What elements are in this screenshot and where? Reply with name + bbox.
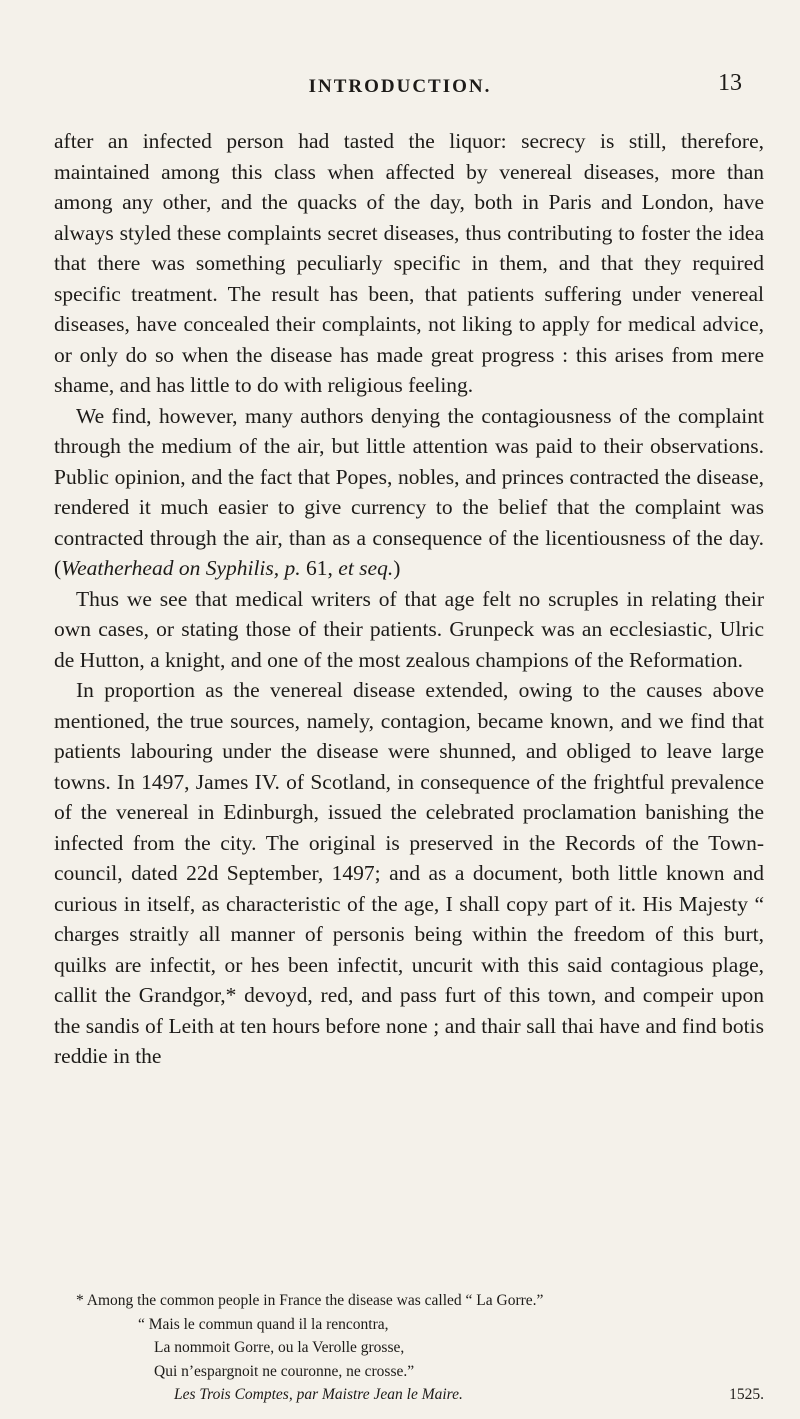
- citation-et-seq: et seq.: [338, 556, 394, 580]
- running-head: INTRODUCTION.: [308, 76, 492, 97]
- body-text: [54, 126, 764, 1072]
- page-number: 13: [718, 70, 742, 96]
- paragraph-2: [54, 401, 764, 584]
- footnote-citation: [54, 1383, 764, 1407]
- footnote: [54, 1289, 764, 1407]
- footnote-citation-year: 1525.: [729, 1386, 764, 1403]
- footnote-verse-2: La nommoit Gorre, ou la Verolle grosse,: [154, 1339, 405, 1356]
- citation-page: 61,: [300, 556, 339, 580]
- footnote-verse-3: Qui n’espargnoit ne couronne, ne crosse.”: [154, 1362, 415, 1380]
- paragraph-1: after an infected person had tasted the liquor: secrecy is still, therefore, maintained among this class when affected by venereal diseases, more than among any other, and the quacks of the day, both in Paris and London, have always styled these complaints secret diseases, thus contributing to foster the idea that there was something peculiarly specific in them, and that they required specific treatment. The result has been, that patients suffering under venereal diseases, have concealed their complaints, not liking to apply for medical advice, or only do so when the disease has made great progress : this arises from mere shame, and has little to do with religious feeling.: [54, 129, 764, 397]
- footnote-citation-title: Les Trois Comptes, par Maistre Jean le Maire.: [174, 1386, 463, 1403]
- citation-weatherhead: Weatherhead on Syphilis, p.: [61, 556, 301, 580]
- paragraph-3: Thus we see that medical writers of that age felt no scruples in relating their own cases, or stating those of their patients. Grunpeck was an ecclesiastic, Ulric de Hutton, a knight, and one of the most zealous champions of the Reformation.: [54, 586, 764, 672]
- footnote-line-1: * Among the common people in France the disease was called “ La Gorre.”: [76, 1292, 544, 1309]
- paragraph-2-text: We find, however, many authors denying the contagiousness of the complaint through the medium of the air, but little attention was paid to their observations. Public opinion, and the fact that Popes, nobles, and princes contracted the disease, rendered it much easier to give currency to the belief that the complaint was contracted through the air, than as a consequence of the licentiousness of the day. (: [54, 403, 764, 580]
- citation-close: ): [393, 556, 401, 580]
- paragraph-4: In proportion as the venereal disease extended, owing to the causes above mentioned, the true sources, namely, contagion, became known, and we find that patients labouring under the disease were shunned, and obliged to leave large towns. In 1497, James IV. of Scotland, in consequence of the frightful prevalence of the venereal in Edinburgh, issued the celebrated proclamation banishing the infected from the city. The original is preserved in the Records of the Town-council, dated 22d September, 1497; and as a document, both little known and curious in itself, as characteristic of the age, I shall copy part of it. His Majesty “ charges straitly all manner of personis being within the freedom of this burt, quilks are infectit, or hes been infectit, uncurit with this said contagious plage, callit the Grandgor,* devoyd, red, and pass furt of this town, and compeir upon the sandis of Leith at ten hours before none ; and thair sall thai have and find botis reddie in the: [54, 678, 764, 1068]
- footnote-verse-1: “ Mais le commun quand il la rencontra,: [138, 1315, 389, 1333]
